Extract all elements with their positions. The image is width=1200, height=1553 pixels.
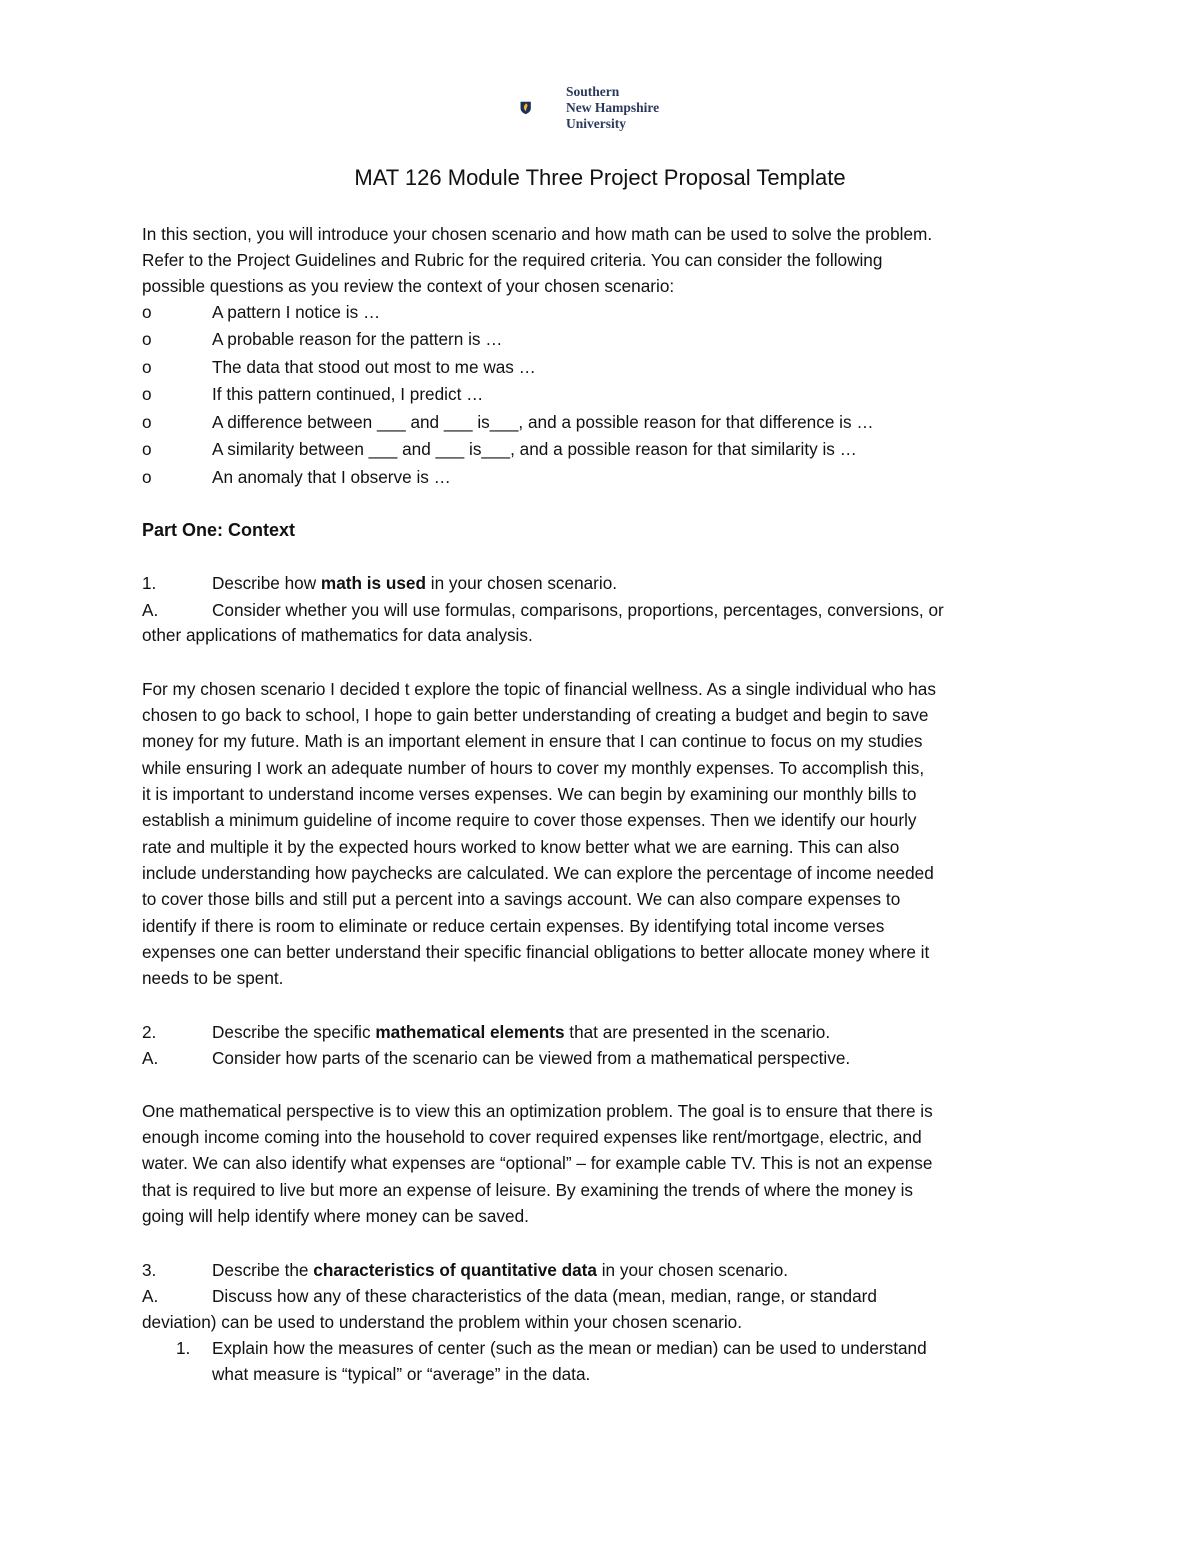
bullet-mark: o <box>142 412 152 432</box>
bullet-mark: o <box>142 467 152 487</box>
question-2-pre: Describe the specific <box>212 1022 376 1042</box>
bullet-mark: o <box>142 384 152 404</box>
answer-2-line-3: water. We can also identify what expenses are “optional” – for example cable TV. This is not an expense <box>142 1153 933 1173</box>
answer-2-line-5: going will help identify where money can be saved. <box>142 1206 529 1226</box>
answer-1-line-5: it is important to understand income verses expenses. We can begin by examining our monthly bills to <box>142 784 917 804</box>
question-3a-number: A. <box>142 1286 159 1306</box>
question-1-bold: math is used <box>320 573 426 593</box>
question-3a-text: Discuss how any of these characteristics of the data (mean, median, range, or standard <box>212 1286 877 1306</box>
question-2a-number: A. <box>142 1048 159 1068</box>
question-3-text <box>212 1258 788 1282</box>
section-heading-part-one: Part One: Context <box>142 520 296 540</box>
answer-1-line-3: money for my future. Math is an important element in ensure that I can continue to focus on my studies <box>142 731 923 751</box>
question-2-text <box>212 1020 830 1044</box>
answer-1-line-12: needs to be spent. <box>142 968 284 988</box>
question-3-bold: characteristics of quantitative data <box>313 1260 597 1280</box>
bullet-item-1: A pattern I notice is … <box>212 302 381 322</box>
answer-2-line-4: that is required to live but more an expense of leisure. By examining the trends of where the money is <box>142 1180 913 1200</box>
answer-1-line-11: expenses one can better understand their specific financial obligations to better allocate money where it <box>142 942 930 962</box>
answer-1-line-10: identify if there is room to eliminate or reduce certain expenses. By identifying total income verses <box>142 916 885 936</box>
question-1a-text: Consider whether you will use formulas, comparisons, proportions, percentages, conversions, or <box>212 600 944 620</box>
answer-1-line-9: to cover those bills and still put a percent into a savings account. We can also compare expenses to <box>142 889 901 909</box>
logo-line-3: University <box>566 116 626 131</box>
question-3a-item-1-text: Explain how the measures of center (such as the mean or median) can be used to understand <box>212 1338 927 1358</box>
logo-line-2: New Hampshire <box>566 100 660 115</box>
question-3-post: in your chosen scenario. <box>596 1260 789 1280</box>
document-title: MAT 126 Module Three Project Proposal Template <box>354 165 846 190</box>
bullet-item-5: A difference between ___ and ___ is___, and a possible reason for that difference is … <box>212 412 874 432</box>
bullet-mark: o <box>142 329 152 349</box>
bullet-item-2: A probable reason for the pattern is … <box>212 329 503 349</box>
answer-1-line-4: while ensuring I work an adequate number of hours to cover my monthly expenses. To accomplish this, <box>142 758 925 778</box>
bullet-item-3: The data that stood out most to me was … <box>212 357 536 377</box>
university-logo-text <box>566 84 659 132</box>
question-1-pre: Describe how <box>212 573 321 593</box>
answer-2-line-1: One mathematical perspective is to view this an optimization problem. The goal is to ensure that there is <box>142 1101 933 1121</box>
question-3a-item-1-number: 1. <box>176 1338 191 1358</box>
intro-line-2: Refer to the Project Guidelines and Rubric for the required criteria. You can consider the following <box>142 250 883 270</box>
question-3-pre: Describe the <box>212 1260 314 1280</box>
question-3a-item-1-continued: what measure is “typical” or “average” in the data. <box>212 1364 591 1384</box>
answer-1-line-1: For my chosen scenario I decided t explore the topic of financial wellness. As a single individual who has <box>142 679 936 699</box>
answer-1-line-6: establish a minimum guideline of income require to cover those expenses. Then we identify our hourly <box>142 810 917 830</box>
logo-line-1: Southern <box>566 84 620 99</box>
bullet-item-6: A similarity between ___ and ___ is___, and a possible reason for that similarity is … <box>212 439 857 459</box>
bullet-mark: o <box>142 302 152 322</box>
answer-1-line-2: chosen to go back to school, I hope to gain better understanding of creating a budget and begin to save <box>142 705 929 725</box>
bullet-item-7: An anomaly that I observe is … <box>212 467 451 487</box>
question-1-post: in your chosen scenario. <box>425 573 618 593</box>
question-3a-continued: deviation) can be used to understand the problem within your chosen scenario. <box>142 1312 743 1332</box>
bullet-item-4: If this pattern continued, I predict … <box>212 384 484 404</box>
bullet-mark: o <box>142 357 152 377</box>
intro-line-3: possible questions as you review the context of your chosen scenario: <box>142 276 675 296</box>
question-1a-continued: other applications of mathematics for data analysis. <box>142 625 533 645</box>
university-logo-shield-icon <box>520 84 566 132</box>
question-1-number: 1. <box>142 573 157 593</box>
question-2a-text: Consider how parts of the scenario can be viewed from a mathematical perspective. <box>212 1048 851 1068</box>
question-1-text <box>212 571 617 595</box>
bullet-mark: o <box>142 439 152 459</box>
question-2-number: 2. <box>142 1022 157 1042</box>
question-2-bold: mathematical elements <box>375 1022 565 1042</box>
answer-1-line-7: rate and multiple it by the expected hours worked to know better what we are earning. This can also <box>142 837 900 857</box>
answer-2-line-2: enough income coming into the household to cover required expenses like rent/mortgage, electric, and <box>142 1127 922 1147</box>
intro-line-1: In this section, you will introduce your chosen scenario and how math can be used to solve the problem. <box>142 224 933 244</box>
question-2-post: that are presented in the scenario. <box>564 1022 831 1042</box>
question-1a-number: A. <box>142 600 159 620</box>
answer-1-line-8: include understanding how paychecks are calculated. We can explore the percentage of income needed <box>142 863 934 883</box>
question-3-number: 3. <box>142 1260 157 1280</box>
